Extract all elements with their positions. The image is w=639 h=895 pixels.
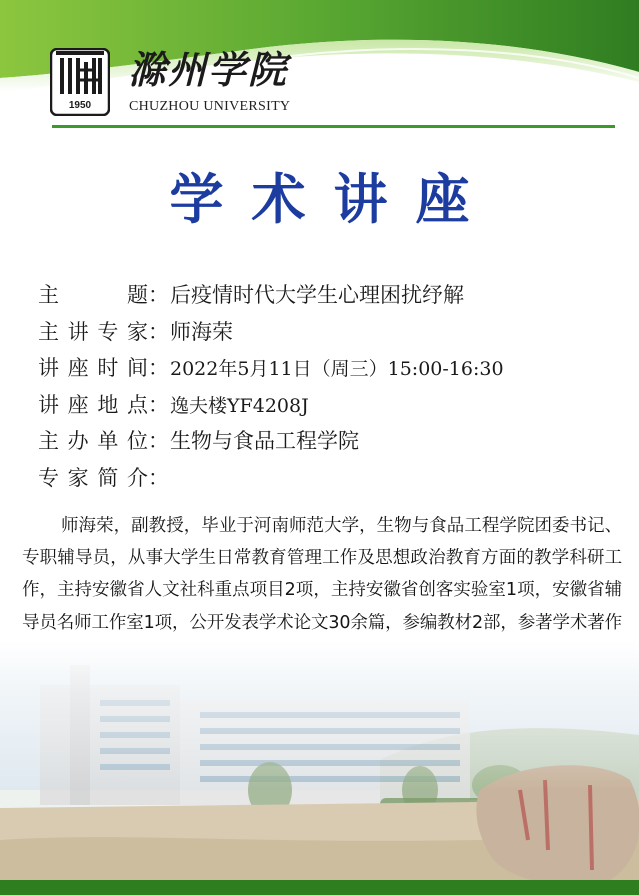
info-label: 主讲专家 [38,319,148,344]
info-value: 2022年5月11日（周三）15:00-16:30 [170,358,504,380]
info-row-organizer [38,425,618,462]
info-value: 后疫情时代大学生心理困扰纾解 [170,283,464,307]
emblem-year: 1950 [68,100,92,111]
university-name-en: CHUZHOU UNIVERSITY [129,99,291,114]
info-colon: ： [148,392,169,417]
info-value: 师海荣 [170,319,233,344]
info-row-time [38,352,618,389]
page-title: 学术讲座 [169,168,498,231]
info-colon: ： [148,319,169,344]
speaker-bio: 师海荣，副教授，毕业于河南师范大学，生物与食品工程学院团委书记、专职辅导员，从事大学生日常教育管理工作及思想政治教育方面的教学科研工作，主持安徽省人文社科重点项目2项，主持安徽省创客实验室1项，安徽省辅导员名师工作室1项，公开发表学术论文30余篇，参编教材2部，参著学术著作 [22,516,622,633]
info-label: 讲座时间 [38,356,148,380]
header-divider [52,125,615,128]
university-emblem-icon [50,48,110,116]
info-colon: ： [148,465,169,490]
info-row-bio-heading [38,462,618,499]
info-label: 讲座地点 [38,392,148,417]
info-label: 主 题 [38,283,148,307]
info-row-speaker [38,316,618,353]
campus-background-image [0,640,639,895]
info-label: 主办单位 [38,429,148,453]
university-name-cn: 滁州学院 [128,47,289,92]
info-colon: ： [148,283,169,307]
info-label: 专家简介 [38,465,148,490]
info-row-topic [38,279,618,316]
footer-bar [0,880,639,895]
info-colon: ： [148,356,169,380]
lecture-info [38,279,618,498]
info-value: 逸夫楼YF4208J [170,394,309,417]
info-row-location [38,389,618,426]
info-value: 生物与食品工程学院 [170,429,359,453]
info-colon: ： [148,429,169,453]
